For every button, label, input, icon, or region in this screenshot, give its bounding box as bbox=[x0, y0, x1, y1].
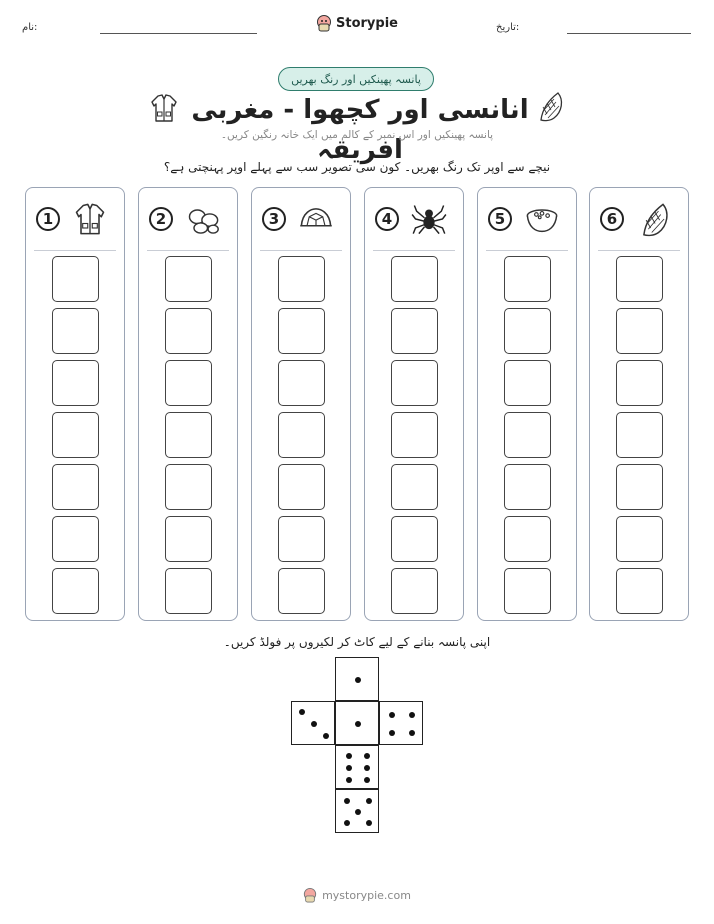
column-number: 6 bbox=[600, 207, 624, 231]
color-box[interactable] bbox=[278, 412, 325, 458]
die-pip bbox=[299, 709, 305, 715]
color-box[interactable] bbox=[504, 568, 551, 614]
color-box[interactable] bbox=[391, 568, 438, 614]
footer bbox=[290, 884, 424, 906]
die-pip bbox=[364, 753, 370, 759]
jacket-icon bbox=[72, 201, 108, 237]
column-divider bbox=[34, 250, 116, 251]
die-face-1 bbox=[335, 657, 379, 701]
die-pip bbox=[364, 777, 370, 783]
spider-icon bbox=[411, 201, 447, 237]
die-face-4 bbox=[379, 701, 423, 745]
brand-name: Storypie bbox=[336, 15, 398, 31]
storypie-mascot-icon bbox=[303, 887, 317, 903]
die-pip bbox=[409, 730, 415, 736]
column-number: 5 bbox=[488, 207, 512, 231]
color-box[interactable] bbox=[616, 464, 663, 510]
color-box[interactable] bbox=[616, 308, 663, 354]
name-label: نام: bbox=[22, 22, 38, 33]
color-box[interactable] bbox=[504, 360, 551, 406]
color-box[interactable] bbox=[504, 256, 551, 302]
die-pip bbox=[366, 820, 372, 826]
cut-instruction: اپنی پانسہ بنانے کے لیے کاٹ کر لکیروں پر فولڈ کریں۔ bbox=[223, 635, 491, 649]
activity-badge: پانسہ پھینکیں اور رنگ بھریں bbox=[278, 67, 434, 91]
pinecone-icon bbox=[636, 201, 672, 237]
column-number: 4 bbox=[375, 207, 399, 231]
column-1 bbox=[25, 187, 125, 621]
name-line[interactable] bbox=[100, 33, 257, 34]
die-pip bbox=[311, 721, 317, 727]
die-face-1 bbox=[335, 701, 379, 745]
color-box[interactable] bbox=[52, 256, 99, 302]
die-pip bbox=[344, 798, 350, 804]
page-subtitle: پانسہ پھینکیں اور اس نمبر کے کالم میں ایک خانہ رنگین کریں۔ bbox=[220, 129, 494, 141]
color-box[interactable] bbox=[616, 256, 663, 302]
color-box[interactable] bbox=[52, 360, 99, 406]
column-4 bbox=[364, 187, 464, 621]
die-pip bbox=[389, 712, 395, 718]
color-box[interactable] bbox=[504, 308, 551, 354]
color-box[interactable] bbox=[616, 412, 663, 458]
date-label: تاریخ: bbox=[496, 22, 520, 33]
die-pip bbox=[355, 721, 361, 727]
color-box[interactable] bbox=[52, 568, 99, 614]
stones-icon bbox=[185, 201, 221, 237]
die-pip bbox=[366, 798, 372, 804]
column-5 bbox=[477, 187, 577, 621]
color-box[interactable] bbox=[165, 464, 212, 510]
color-box[interactable] bbox=[616, 568, 663, 614]
pinecone-icon bbox=[534, 90, 566, 124]
color-box[interactable] bbox=[278, 308, 325, 354]
die-pip bbox=[355, 677, 361, 683]
column-divider bbox=[486, 250, 568, 251]
column-divider bbox=[598, 250, 680, 251]
color-box[interactable] bbox=[165, 256, 212, 302]
color-box[interactable] bbox=[504, 516, 551, 562]
die-pip bbox=[364, 765, 370, 771]
die-pip bbox=[323, 733, 329, 739]
color-box[interactable] bbox=[616, 516, 663, 562]
column-2 bbox=[138, 187, 238, 621]
color-box[interactable] bbox=[52, 412, 99, 458]
color-box[interactable] bbox=[391, 516, 438, 562]
footer-url[interactable]: mystorypie.com bbox=[322, 888, 411, 902]
color-box[interactable] bbox=[165, 308, 212, 354]
die-face-3 bbox=[291, 701, 335, 745]
column-number: 3 bbox=[262, 207, 286, 231]
die-pip bbox=[409, 712, 415, 718]
die-face-5 bbox=[335, 789, 379, 833]
color-box[interactable] bbox=[52, 516, 99, 562]
page-title: انانسی اور کچھوا - مغربی افریقہ bbox=[191, 95, 529, 165]
die-pip bbox=[346, 765, 352, 771]
color-box[interactable] bbox=[278, 516, 325, 562]
color-box[interactable] bbox=[391, 256, 438, 302]
color-box[interactable] bbox=[165, 412, 212, 458]
column-divider bbox=[373, 250, 455, 251]
date-line[interactable] bbox=[567, 33, 691, 34]
color-box[interactable] bbox=[616, 360, 663, 406]
color-box[interactable] bbox=[52, 464, 99, 510]
column-6 bbox=[589, 187, 689, 621]
color-box[interactable] bbox=[278, 568, 325, 614]
color-box[interactable] bbox=[391, 360, 438, 406]
column-divider bbox=[147, 250, 229, 251]
soup-bowl-icon bbox=[524, 201, 560, 237]
color-box[interactable] bbox=[391, 308, 438, 354]
column-3 bbox=[251, 187, 351, 621]
color-box[interactable] bbox=[504, 412, 551, 458]
die-pip bbox=[346, 777, 352, 783]
color-box[interactable] bbox=[278, 256, 325, 302]
color-box[interactable] bbox=[52, 308, 99, 354]
die-face-6 bbox=[335, 745, 379, 789]
color-box[interactable] bbox=[278, 464, 325, 510]
color-box[interactable] bbox=[391, 412, 438, 458]
column-divider bbox=[260, 250, 342, 251]
instruction-question: نیچے سے اوپر تک رنگ بھریں۔ کون سی تصویر سب سے پہلے اوپر پہنچتی ہے؟ bbox=[163, 160, 551, 174]
die-pip bbox=[389, 730, 395, 736]
color-box[interactable] bbox=[165, 516, 212, 562]
die-pip bbox=[355, 809, 361, 815]
brand-logo bbox=[300, 12, 414, 34]
storypie-mascot-icon bbox=[316, 14, 332, 32]
jacket-icon bbox=[148, 92, 180, 124]
color-box[interactable] bbox=[165, 568, 212, 614]
color-box[interactable] bbox=[391, 464, 438, 510]
turtle-shell-icon bbox=[298, 201, 334, 237]
die-pip bbox=[344, 820, 350, 826]
color-box[interactable] bbox=[165, 360, 212, 406]
die-pip bbox=[346, 753, 352, 759]
color-box[interactable] bbox=[278, 360, 325, 406]
color-box[interactable] bbox=[504, 464, 551, 510]
column-number: 1 bbox=[36, 207, 60, 231]
column-number: 2 bbox=[149, 207, 173, 231]
